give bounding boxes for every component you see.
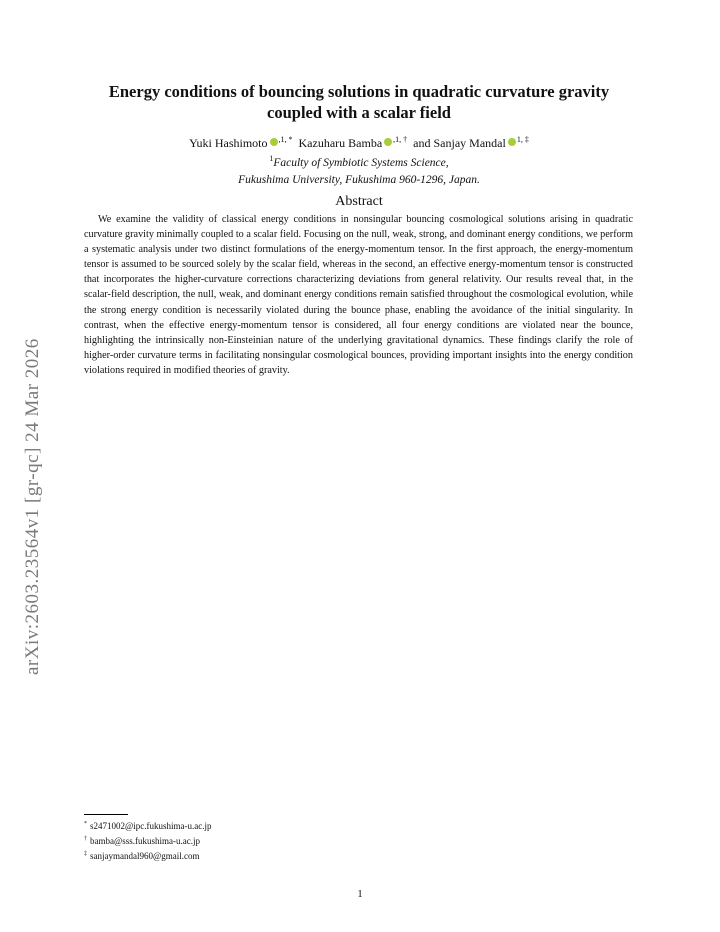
orcid-icon[interactable] [384, 138, 392, 146]
abstract-text: We examine the validity of classical energy conditions in nonsingular bouncing cosmological solutions arising in quadratic curvature gravity minimally coupled to a scalar field. Focusing on the null, weak, strong, and dominant energy conditions, we perform a systematic analysis under two distinct formulations of the energy-momentum tensor. In the first approach, the energy-momentum tensor is assumed to be sourced solely by the scalar field, whereas in the second, an effective energy-momentum tensor is constructed that incorporates the higher-curvature corrections characterizing deviations from general relativity. Our results reveal that, in the scalar-field description, the null, weak, and dominant energy conditions remain satisfied throughout the cosmological evolution, while the strong energy condition is necessarily violated during the bounce phase, enabling the avoidance of the initial singularity. In contrast, when the effective energy-momentum tensor is considered, all four energy conditions are violated near the bounce, highlighting the intrinsically non-Einsteinian nature of the underlying gravitational dynamics. These findings clarify the role of higher-order curvature terms in facilitating nonsingular cosmological bounces, providing important insights into the energy condition violations required in modified theories of gravity. [84, 214, 633, 376]
footnote-item [84, 849, 212, 864]
abstract-heading: Abstract [335, 194, 383, 209]
footnote-email[interactable]: bamba@sss.fukushima-u.ac.jp [90, 836, 201, 846]
page-number: 1 [357, 888, 363, 900]
author-name: Sanjay Mandal [433, 136, 506, 150]
affiliation [84, 155, 634, 189]
footnote-mark: ‡ [84, 851, 87, 857]
affiliation-mark: 1 [269, 154, 274, 163]
footnote-mark: † [84, 836, 87, 842]
footnote-email[interactable]: s2471002@ipc.fukushima-u.ac.jp [90, 821, 212, 831]
paper-title: Energy conditions of bouncing solutions in quadratic curvature gravity coupled with a scalar field [108, 82, 610, 122]
footnote-item [84, 834, 212, 849]
author-marks: ,1, † [393, 135, 408, 144]
footnote-mark: * [84, 821, 87, 827]
author-marks: ,1, * [278, 135, 293, 144]
arxiv-identifier: arXiv:2603.23564v1 [gr-qc] 24 Mar 2026 [22, 338, 43, 675]
author-conjunction: and [413, 136, 431, 150]
author-list [84, 136, 634, 151]
author-name: Yuki Hashimoto [189, 136, 268, 150]
footnote-email[interactable]: sanjaymandal960@gmail.com [90, 851, 200, 861]
affiliation-line-1: Faculty of Symbiotic Systems Science, [273, 157, 449, 169]
orcid-icon[interactable] [508, 138, 516, 146]
author-marks: 1, ‡ [516, 135, 529, 144]
footnote-divider [84, 814, 128, 815]
footnote-item [84, 819, 212, 834]
author-name: Kazuharu Bamba [298, 136, 383, 150]
affiliation-line-2: Fukushima University, Fukushima 960-1296, Japan. [238, 174, 480, 186]
orcid-icon[interactable] [270, 138, 278, 146]
footnotes [84, 819, 212, 864]
